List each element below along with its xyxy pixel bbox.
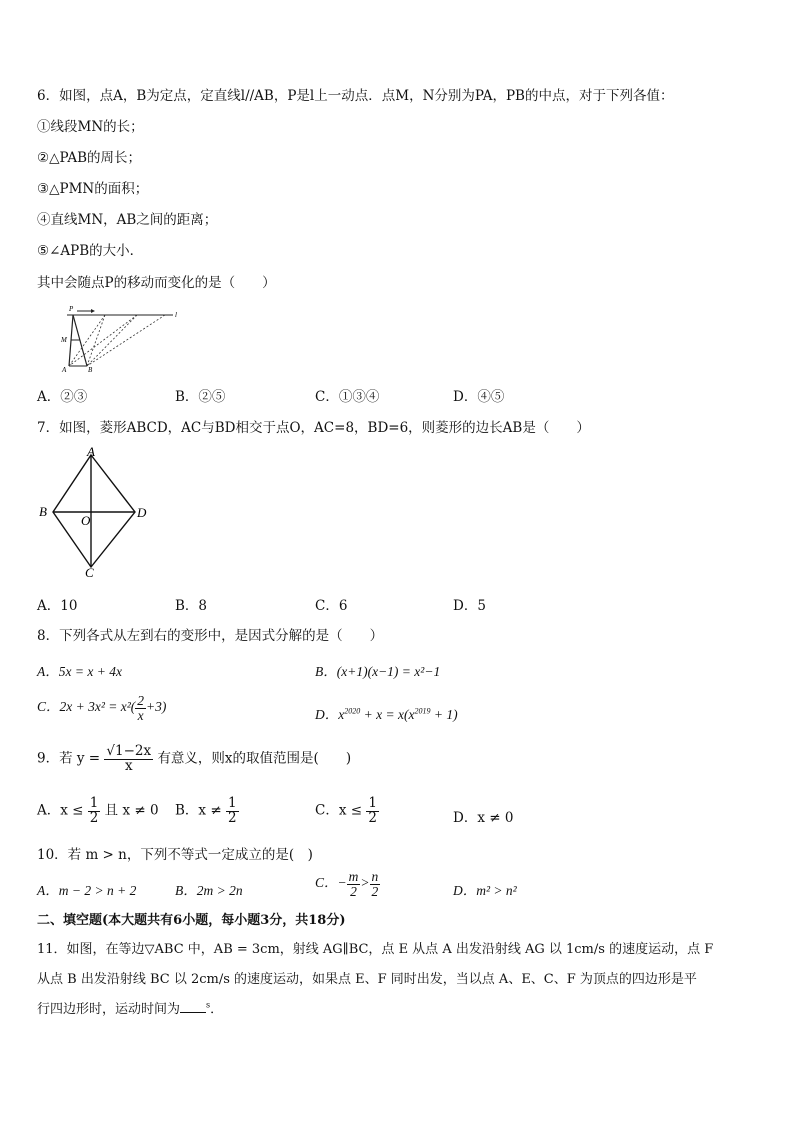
q9-b-num: 1 <box>227 795 237 811</box>
q6-item-3: ③△PMN的面积； <box>37 181 149 197</box>
q6-option-b[interactable]: B．②⑤ <box>175 389 226 405</box>
q8-d-exp2: 2019 <box>414 706 431 716</box>
q6-item-4: ④直线MN，AB之间的距离； <box>37 212 218 228</box>
q9-option-d[interactable]: D．x ≠ 0 <box>453 810 514 826</box>
q7-option-d[interactable]: D．5 <box>453 598 486 614</box>
q10-option-c[interactable] <box>315 870 380 898</box>
q9-den: x <box>124 757 133 774</box>
q7-stem: 7．如图，菱形ABCD，AC与BD相交于点O，AC=8，BD=6，则菱形的边长AB是（ ） <box>37 420 590 436</box>
q10-c-frac2 <box>370 870 381 898</box>
q6-item-5: ⑤∠APB的大小． <box>37 243 144 259</box>
q9-option-b[interactable] <box>175 797 239 825</box>
q8-option-b[interactable]: B．(x+1)(x−1) = x²−1 <box>315 664 441 679</box>
q6-item-2: ②△PAB的周长； <box>37 150 141 166</box>
q10-option-d[interactable]: D．m² > n² <box>453 883 517 898</box>
q8-d-exp1: 2020 <box>344 706 361 716</box>
q11-line-3 <box>37 998 223 1017</box>
q11-unit: s <box>206 1000 211 1010</box>
q6-stem: 6．如图，点A，B为定点，定直线l//AB，P是l上一动点．点M，N分别为PA，PB的中点，对于下列各值： <box>37 88 674 104</box>
q6-label-a: A <box>62 366 67 374</box>
q6-option-d[interactable]: D．④⑤ <box>453 389 505 405</box>
q9-c-den: 2 <box>368 809 377 826</box>
q9-option-c[interactable] <box>315 797 379 825</box>
q10-c-mid: > <box>360 875 370 891</box>
q8-c-prefix: C．2x + 3x² = x²( <box>37 699 136 715</box>
q10-c-den2: 2 <box>371 883 379 899</box>
q6-option-c[interactable]: C．①③④ <box>315 389 380 405</box>
q7-option-b[interactable]: B．8 <box>175 598 208 614</box>
q7-label-a: A <box>87 446 95 459</box>
q9-c-prefix: C．x ≤ <box>315 802 363 819</box>
q6-label-l: l <box>175 311 177 319</box>
q9-a-num: 1 <box>89 795 99 811</box>
q8-c-fraction <box>135 694 146 722</box>
q8-d-mid: + x = x(x <box>360 707 415 722</box>
q9-prefix: 9．若 y = <box>37 750 101 767</box>
q7-label-o: O <box>81 513 91 528</box>
q8-c-suffix: +3) <box>146 699 167 715</box>
q6-question: 其中会随点P的移动而变化的是（ ） <box>37 275 276 291</box>
q10-c-num1: m <box>348 869 359 884</box>
q9-a-suffix: 且 x ≠ 0 <box>104 802 159 819</box>
q10-c-prefix: C．− <box>315 875 347 891</box>
q7-option-c[interactable]: C．6 <box>315 598 348 614</box>
q9-suffix: 有意义，则x的取值范围是( ) <box>157 750 352 767</box>
q9-option-a[interactable] <box>37 797 159 825</box>
q8-c-den: x <box>137 707 144 723</box>
q8-stem: 8．下列各式从左到右的变形中，是因式分解的是（ ） <box>37 628 384 644</box>
q9-stem <box>37 745 351 773</box>
q10-c-frac1 <box>347 870 361 898</box>
q9-a-fraction <box>88 797 101 825</box>
q10-option-b[interactable]: B．2m > 2n <box>175 883 243 898</box>
q9-c-num: 1 <box>368 795 377 811</box>
q9-b-prefix: B．x ≠ <box>175 802 222 819</box>
q11-line-2: 从点 B 出发沿射线 BC 以 2cm/s 的速度运动，如果点 E、F 同时出发，当以点 A、E、C、F 为顶点的四边形是平 <box>37 972 697 987</box>
q10-option-a[interactable]: A．m − 2 > n + 2 <box>37 883 137 898</box>
q9-num: √1−2x <box>106 743 152 759</box>
q9-a-den: 2 <box>89 809 99 826</box>
q7-label-d: D <box>137 505 147 520</box>
q7-figure <box>38 446 153 580</box>
q8-option-c[interactable] <box>37 694 166 722</box>
q9-fraction <box>104 745 153 773</box>
q6-item-1: ①线段MN的长； <box>37 119 144 135</box>
q8-d-suffix: + 1) <box>430 707 458 722</box>
q7-label-b: B <box>39 504 47 519</box>
q11-answer-blank[interactable] <box>180 1000 206 1013</box>
q9-b-fraction <box>226 797 239 825</box>
q7-option-a[interactable]: A．10 <box>37 598 78 614</box>
q11-line3-prefix: 行四边形时，运动时间为 <box>37 1002 181 1017</box>
q10-c-den1: 2 <box>350 883 357 899</box>
q7-label-c: C <box>85 565 94 580</box>
q11-line-1: 11．如图，在等边▽ABC 中，AB = 3cm，射线 AG∥BC，点 E 从点 A 出发沿射线 AG 以 1cm/s 的速度运动，点 F <box>37 942 714 957</box>
q8-c-num: 2 <box>137 693 145 708</box>
q8-d-prefix: D．x <box>315 707 345 722</box>
section-2-heading: 二、填空题(本大题共有6小题，每小题3分，共18分) <box>37 913 346 928</box>
q11-line3-suffix: ． <box>210 1002 224 1017</box>
q8-option-a[interactable]: A．5x = x + 4x <box>37 664 122 679</box>
q6-option-a[interactable]: A．②③ <box>37 389 88 405</box>
q6-figure <box>55 300 185 375</box>
q9-b-den: 2 <box>227 809 237 826</box>
q9-c-fraction <box>366 797 379 825</box>
q10-c-num2: n <box>371 869 379 884</box>
q10-stem: 10．若 m > n，下列不等式一定成立的是( ) <box>37 847 313 863</box>
q6-label-m: M <box>61 336 67 344</box>
q9-a-prefix: A．x ≤ <box>37 802 84 819</box>
q6-label-b: B <box>88 366 93 374</box>
q8-option-d[interactable] <box>315 703 458 723</box>
q6-label-p: P <box>69 305 74 313</box>
